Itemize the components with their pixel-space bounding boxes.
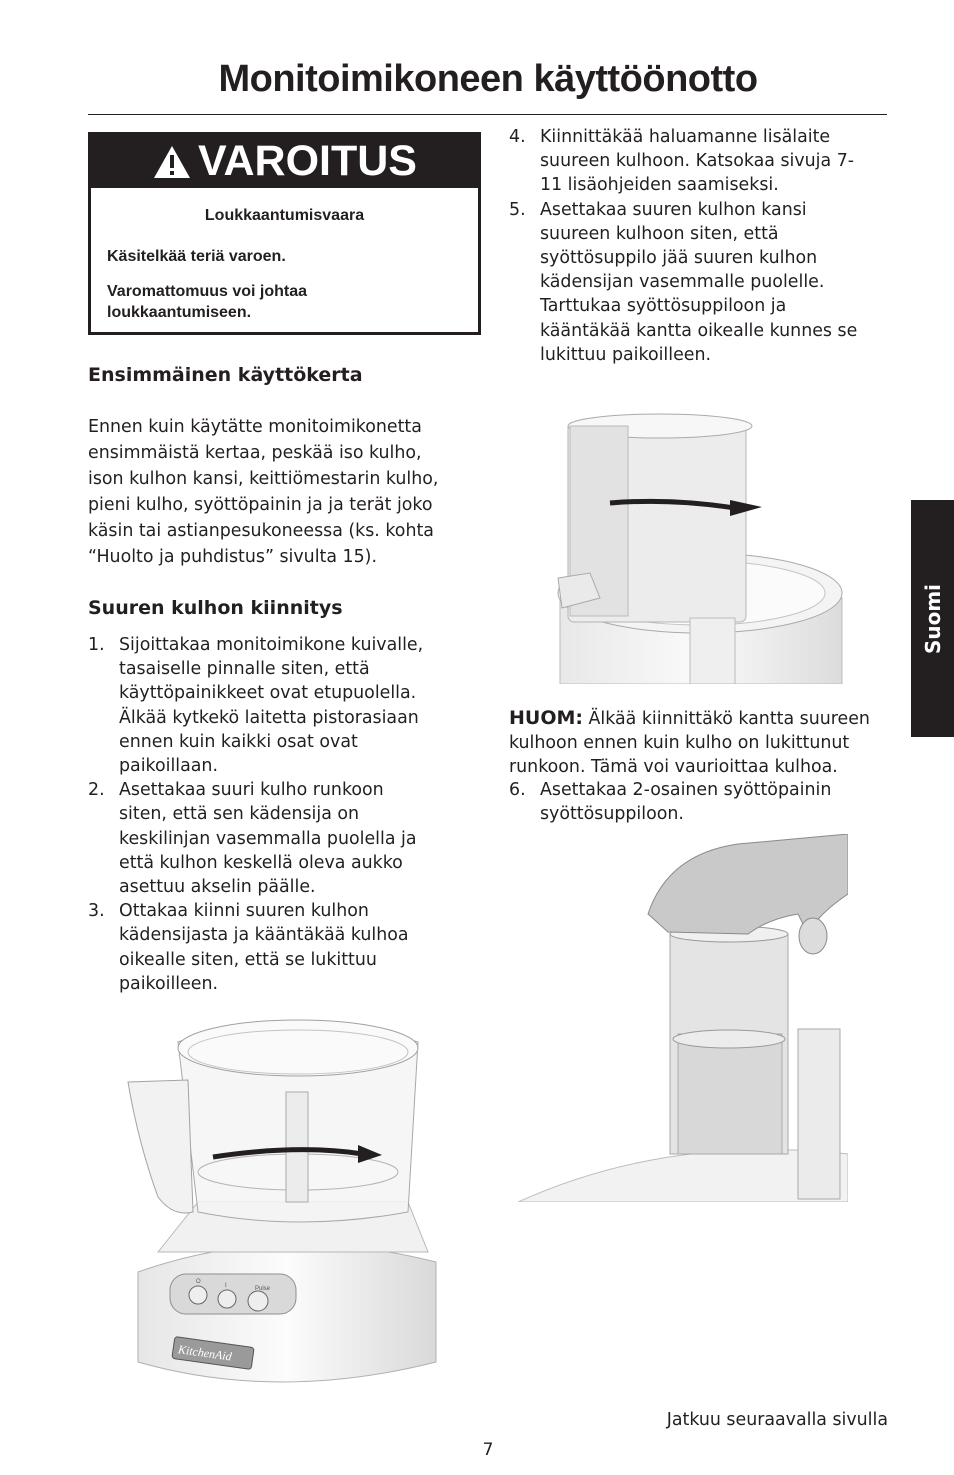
warning-subheading: Loukkaantumisvaara	[204, 207, 365, 224]
button-mark: O	[196, 1279, 201, 1285]
step-number: 5.	[509, 199, 526, 220]
step-line: Sijoittakaa monitoimikone kuivalle,	[119, 635, 424, 655]
food-processor-illustration	[118, 1012, 448, 1392]
step-line: tasaiselle pinnalle siten, että	[119, 659, 370, 680]
paragraph-line: Ennen kuin käytätte monitoimikonetta	[88, 417, 422, 437]
warning-header	[91, 135, 478, 188]
step-line: Kiinnittäkää haluamanne lisälaite	[540, 127, 831, 147]
bowl-attach-heading: Suuren kulhon kiinnitys	[88, 597, 343, 619]
pusher-illustration	[518, 834, 848, 1202]
list-item	[88, 633, 468, 778]
language-tab-label: Suomi	[920, 583, 945, 654]
warning-triangle-icon	[152, 144, 192, 180]
step-line: paikoillaan.	[119, 756, 218, 777]
warning-line: Varomattomuus voi johtaa	[107, 283, 308, 300]
step-line: Asettakaa suuri kulho runkoon	[119, 780, 384, 801]
note	[509, 706, 899, 780]
paragraph-line: pieni kulho, syöttöpainin ja ja terät joko	[88, 495, 433, 515]
warning-line: loukkaantumiseen.	[107, 304, 252, 321]
first-use-heading: Ensimmäinen käyttökerta	[88, 364, 363, 386]
step-line: kädensijasta ja kääntäkää kulhoa	[119, 925, 409, 946]
step-line: keskilinjan vasemmalla puolella ja	[119, 828, 417, 849]
lid-illustration	[550, 408, 850, 684]
step-line: siten, että sen kädensija on	[119, 804, 360, 825]
steps-list-right	[509, 125, 889, 367]
note-text: Älkää kiinnittäkö kantta suureen kulhoon ennen kuin kulho on lukittunut runkoon. Tämä voi vaurioittaa kulhoa.	[509, 709, 870, 778]
language-tab	[911, 500, 954, 737]
page-title: Monitoimikoneen käyttöönotto	[218, 58, 758, 100]
step-line: lukittuu paikoilleen.	[540, 344, 712, 365]
step-line: Asettakaa 2-osainen syöttöpainin	[540, 780, 832, 800]
button-mark: Pulse	[255, 1286, 271, 1292]
page-number: 7	[482, 1440, 494, 1460]
warning-box	[88, 132, 481, 335]
step-line: suureen kulhoon. Katsokaa sivuja 7-	[540, 151, 855, 172]
list-item	[88, 899, 468, 996]
step-line: suureen kulhoon siten, että	[540, 223, 779, 244]
step-line: kädensijan vasemmalle puolelle.	[540, 272, 825, 293]
step6-list	[509, 778, 889, 826]
button-mark: I	[225, 1283, 227, 1289]
step-line: paikoilleen.	[119, 973, 219, 994]
step-number: 4.	[509, 127, 526, 147]
step-line: Tarttukaa syöttösuppiloon ja	[540, 296, 787, 317]
brand-label: KitchenAid	[177, 1342, 233, 1364]
step-line: asettuu akselin päälle.	[119, 877, 316, 898]
step-line: käyttöpainikkeet ovat etupuolella.	[119, 683, 417, 704]
paragraph-line: “Huolto ja puhdistus” sivulta 15).	[88, 547, 377, 567]
step-line: ennen kuin kaikki osat ovat	[119, 731, 358, 752]
step-number: 1.	[88, 635, 105, 655]
step-number: 3.	[88, 901, 105, 922]
note-label: HUOM:	[509, 707, 583, 729]
paragraph-line: ensimmäistä kertaa, peskää iso kulho,	[88, 443, 422, 463]
list-item	[509, 778, 889, 826]
step-number: 2.	[88, 780, 105, 801]
step-line: oikealle siten, että se lukittuu	[119, 949, 377, 970]
paragraph-line: käsin tai astianpesukoneessa (ks. kohta	[88, 521, 434, 541]
paragraph-line: ison kulhon kansi, keittiömestarin kulho,	[88, 469, 439, 489]
step-line: Älkää kytkekö laitetta pistorasiaan	[119, 707, 419, 728]
step-number: 6.	[509, 780, 526, 800]
step-line: syöttösuppiloon.	[540, 804, 684, 825]
step-line: Asettakaa suuren kulhon kansi	[540, 199, 807, 220]
step-line: Ottakaa kiinni suuren kulhon	[119, 901, 369, 922]
list-item	[509, 198, 889, 367]
title-rule	[88, 114, 887, 115]
step-line: kääntäkää kantta oikealle kunnes se	[540, 320, 858, 341]
steps-list-left	[88, 633, 468, 996]
list-item	[88, 778, 468, 899]
first-use-paragraph	[88, 414, 438, 570]
continued-text: Jatkuu seuraavalla sivulla	[666, 1410, 888, 1430]
step-line: 11 lisäohjeiden saamiseksi.	[540, 175, 779, 196]
warning-line: Käsitelkää teriä varoen.	[107, 248, 286, 265]
list-item	[509, 125, 889, 198]
step-line: syöttösuppilo jää suuren kulhon	[540, 248, 818, 269]
step-line: että kulhon keskellä oleva aukko	[119, 852, 403, 873]
warning-heading: VAROITUS	[198, 137, 417, 185]
